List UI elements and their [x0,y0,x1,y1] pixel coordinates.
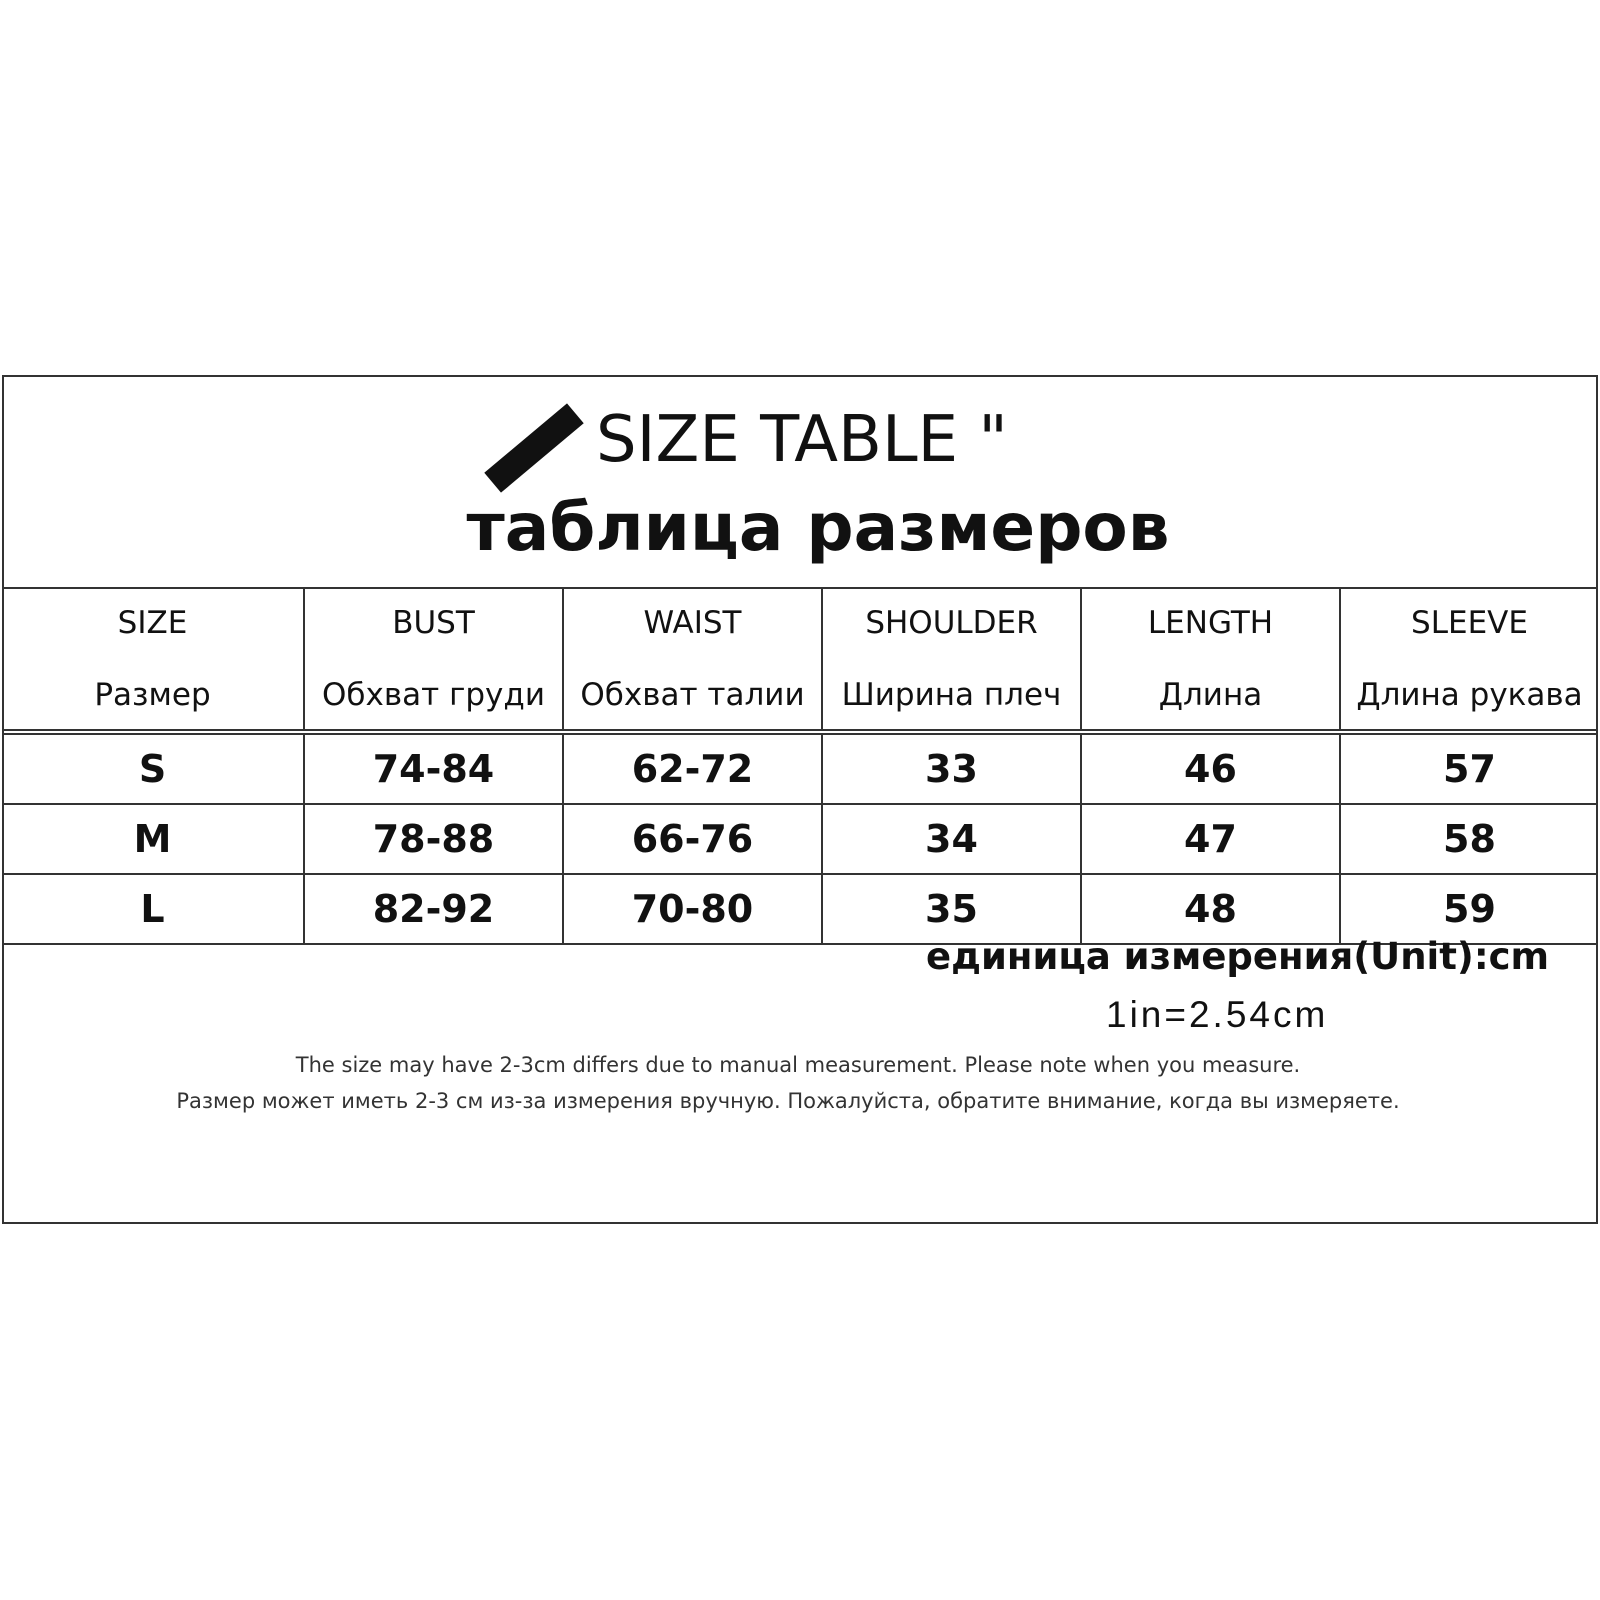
header-label-en: BUST [392,605,475,641]
table-cell: 34 [822,804,1081,874]
header-label-en: SHOULDER [865,605,1038,641]
table-cell: 59 [1340,874,1598,944]
header-waist [563,588,822,732]
table-cell: 57 [1340,732,1598,804]
table-cell: 82-92 [304,874,563,944]
title-russian: таблица размеров [466,489,1170,566]
table-row [2,874,1598,944]
header-shoulder [822,588,1081,732]
table-cell: 62-72 [563,732,822,804]
header-label-ru: Размер [94,677,211,713]
table-cell: 58 [1340,804,1598,874]
header-label-ru: Длина рукава [1356,677,1583,713]
header-label-ru: Ширина плеч [841,677,1062,713]
table-cell: 46 [1081,732,1340,804]
header-label-en: WAIST [643,605,742,641]
table-cell: 47 [1081,804,1340,874]
header-label-ru: Длина [1158,677,1263,713]
table-row [2,804,1598,874]
header-label-ru: Обхват талии [580,677,805,713]
table-cell: 70-80 [563,874,822,944]
table-cell: 78-88 [304,804,563,874]
table-cell: 48 [1081,874,1340,944]
table-cell: 74-84 [304,732,563,804]
measurement-note-english: The size may have 2-3cm differs due to manual measurement. Please note when you measure. [295,1053,1301,1077]
header-label-en: SLEEVE [1411,605,1528,641]
header-label-ru: Обхват груди [322,677,545,713]
title-english: SIZE TABLE " [596,403,1008,477]
size-table [2,587,1598,945]
header-length [1081,588,1340,732]
header-label-en: LENGTH [1147,605,1274,641]
header-bust [304,588,563,732]
inch-conversion: 1in=2.54cm [1106,994,1329,1035]
table-cell: 33 [822,732,1081,804]
table-cell: M [2,804,304,874]
table-cell: S [2,732,304,804]
table-header-row [2,588,1598,732]
header-sleeve [1340,588,1598,732]
table-cell: 35 [822,874,1081,944]
measurement-note-russian: Размер может иметь 2-3 см из-за измерения вручную. Пожалуйста, обратите внимание, когда вы измеряете. [176,1089,1400,1113]
table-row [2,732,1598,804]
header-label-en: SIZE [117,605,188,641]
table-cell: L [2,874,304,944]
unit-label: единица измерения(Unit):cm [926,935,1550,978]
header-size [2,588,304,732]
table-cell: 66-76 [563,804,822,874]
